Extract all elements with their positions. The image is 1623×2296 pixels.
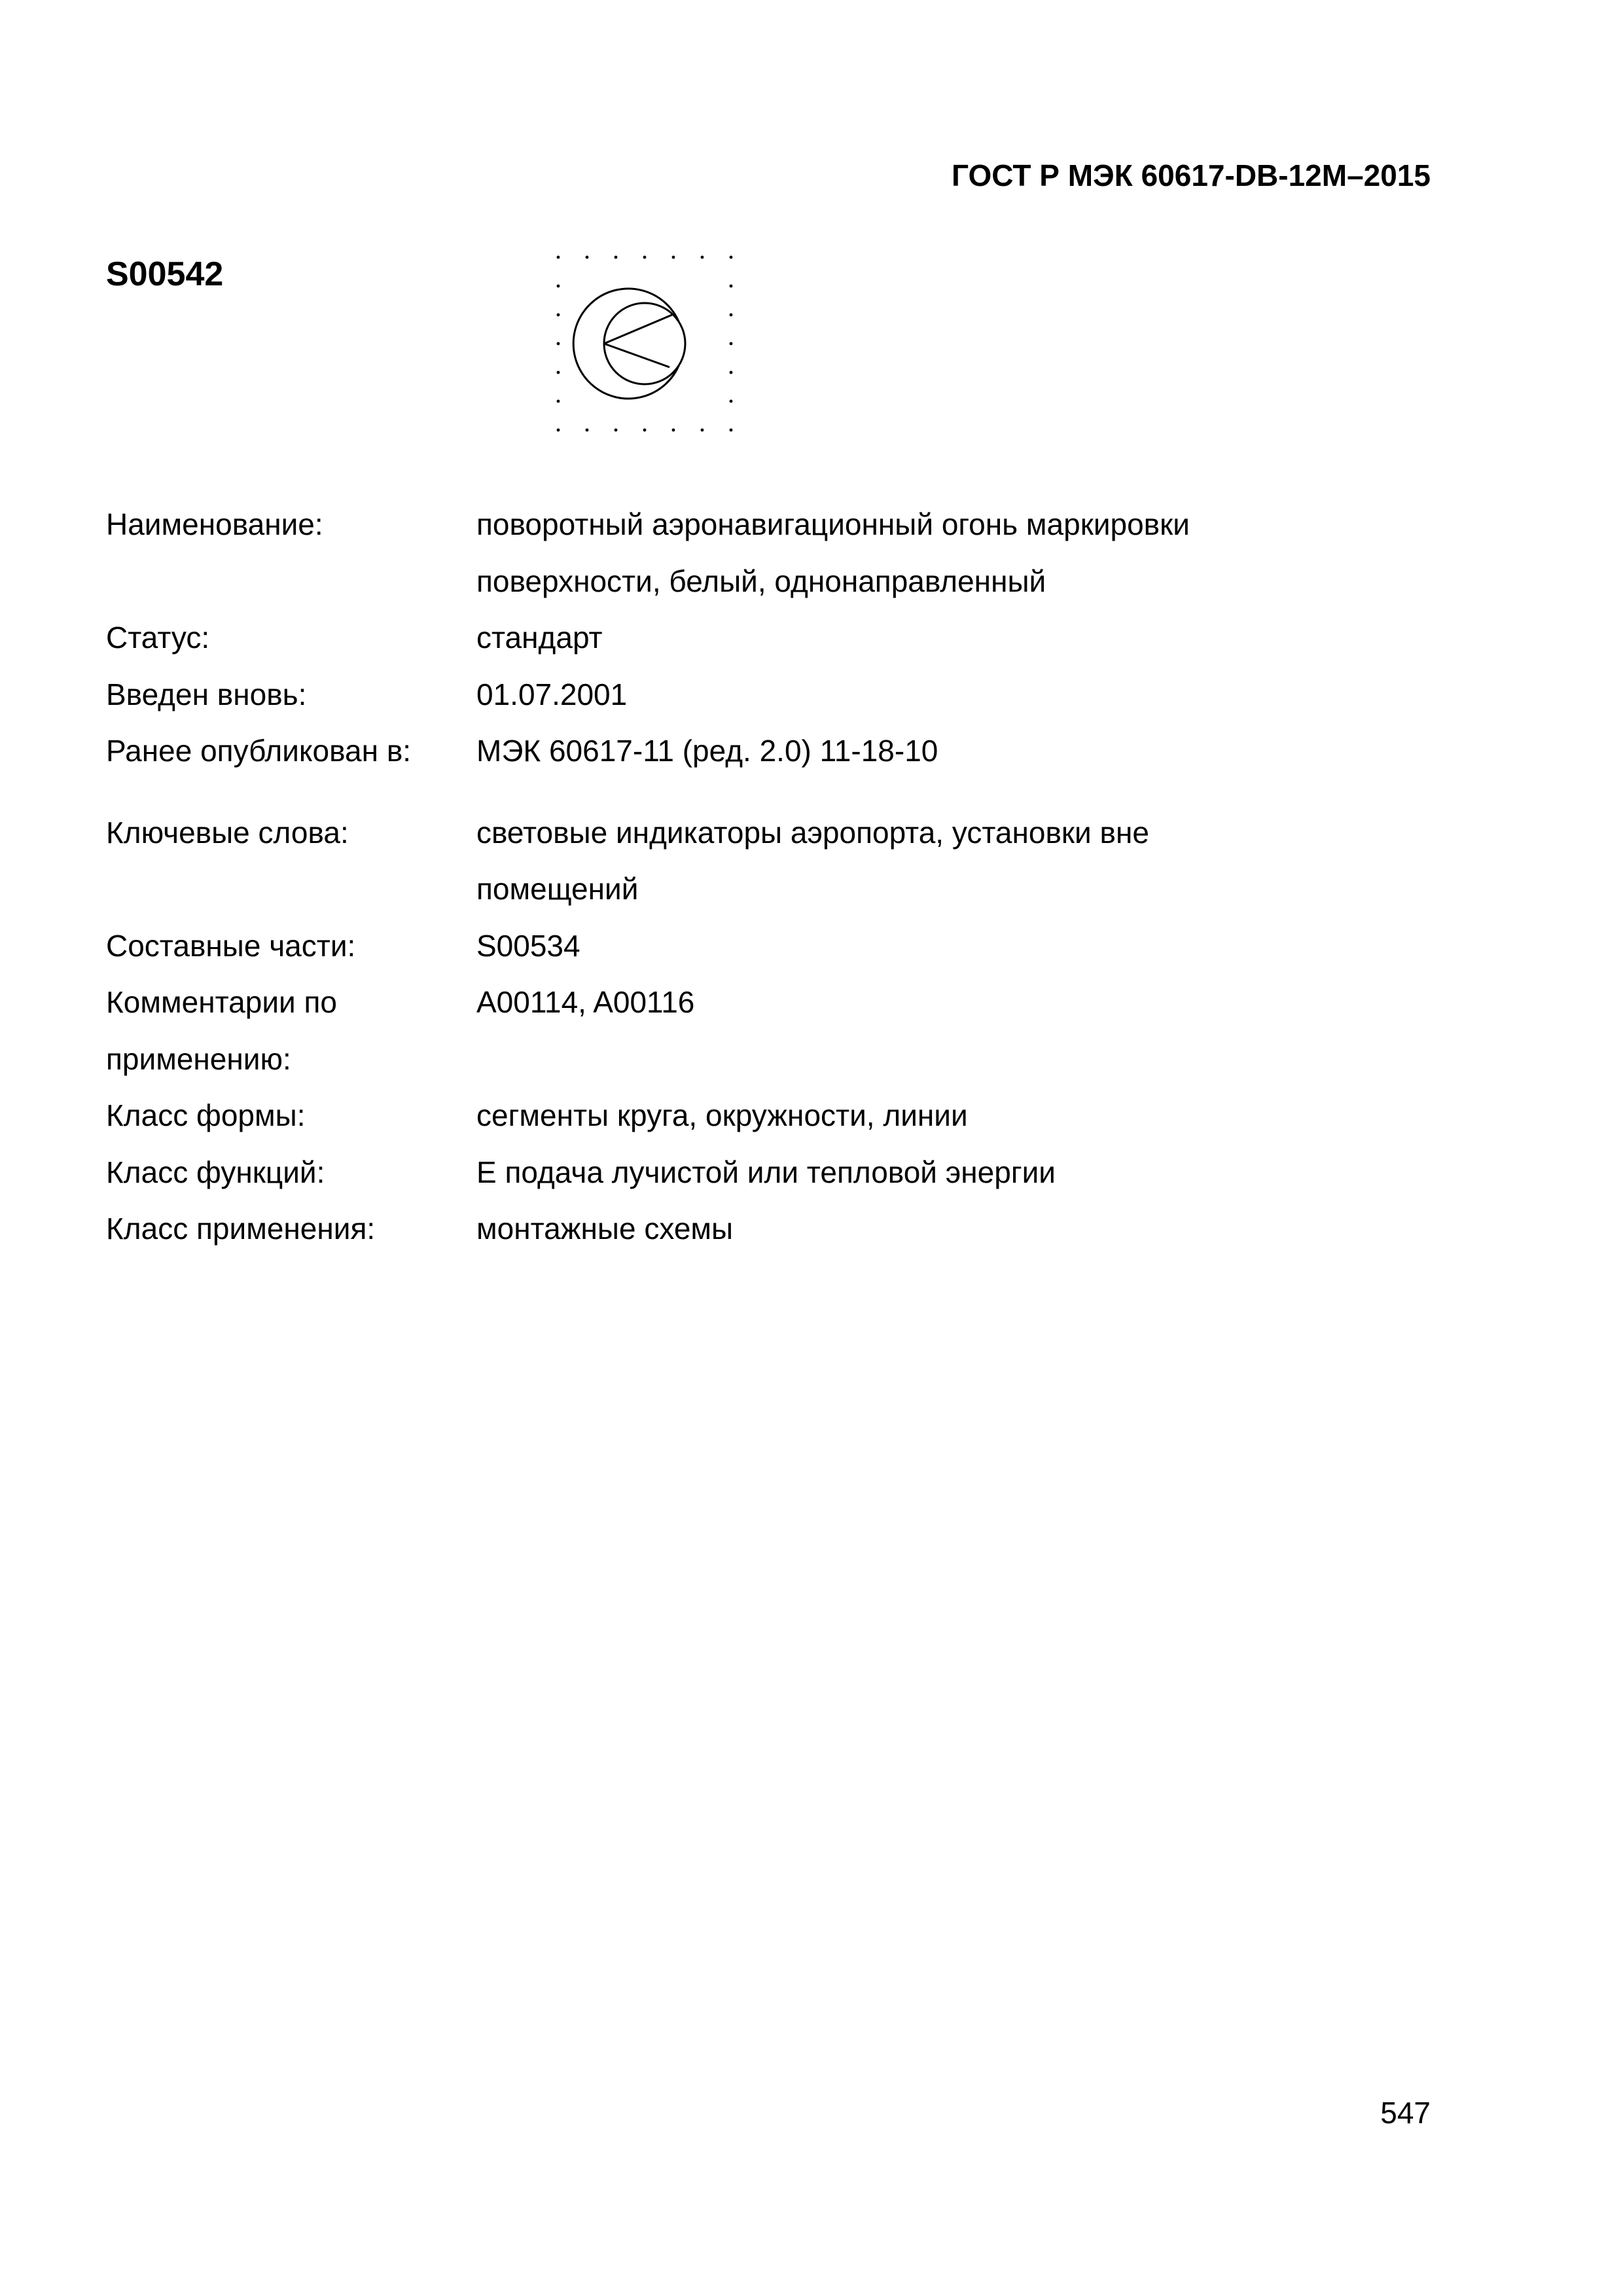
grid-dot — [557, 342, 560, 346]
inner-circle — [604, 303, 685, 384]
grid-dot — [730, 342, 733, 346]
property-value: A00114, A00116 — [476, 985, 695, 1019]
grid-dot — [730, 429, 733, 432]
grid-dot — [730, 371, 733, 374]
grid-dot — [586, 429, 589, 432]
property-label: Наименование: — [106, 507, 323, 541]
grid-dot — [615, 429, 618, 432]
grid-dot — [643, 256, 647, 259]
property-label: Комментарии по применению: — [106, 985, 337, 1076]
property-label: Введен вновь: — [106, 677, 307, 711]
property-row-introduced — [106, 666, 1349, 723]
chevron-line-lower — [604, 344, 669, 367]
grid-dot — [557, 256, 560, 259]
property-value: поворотный аэронавигационный огонь маркировки поверхности, белый, однонаправленный — [476, 507, 1190, 598]
property-row-previously-published — [106, 723, 1349, 780]
grid-dot — [615, 256, 618, 259]
grid-dot — [643, 429, 647, 432]
property-row-application-notes — [106, 974, 1349, 1087]
grid-dot — [730, 256, 733, 259]
grid-dot — [672, 429, 675, 432]
grid-dot — [701, 256, 704, 259]
property-value: E подача лучистой или тепловой энергии — [476, 1155, 1056, 1189]
grid-dot — [557, 429, 560, 432]
property-label-wrapper — [106, 974, 476, 1087]
property-label: Ранее опубликован в: — [106, 734, 412, 768]
property-row-shape-class — [106, 1087, 1349, 1144]
property-label: Класс функций: — [106, 1155, 325, 1189]
grid-dot — [557, 285, 560, 288]
grid-dot — [557, 400, 560, 403]
property-label: Составные части: — [106, 928, 356, 963]
page-number: 547 — [1380, 2096, 1431, 2130]
grid-dots — [557, 256, 733, 432]
chevron-line-upper — [604, 315, 672, 344]
symbol-code: S00542 — [106, 255, 224, 293]
property-row-function-class — [106, 1144, 1349, 1201]
property-value: S00534 — [476, 928, 580, 963]
rotating-beacon-symbol-figure — [550, 249, 740, 439]
property-value: 01.07.2001 — [476, 677, 628, 711]
grid-dot — [730, 285, 733, 288]
property-value: стандарт — [476, 620, 603, 655]
properties-table — [106, 496, 1349, 1257]
property-value: сегменты круга, окружности, линии — [476, 1098, 968, 1132]
grid-dot — [557, 314, 560, 317]
document-standard-header: ГОСТ Р МЭК 60617-DB-12М–2015 — [952, 158, 1431, 192]
property-row-status — [106, 609, 1349, 666]
grid-dot — [586, 256, 589, 259]
grid-dot — [701, 429, 704, 432]
outer-arc — [573, 289, 679, 399]
property-label: Класс применения: — [106, 1211, 376, 1246]
property-row-name — [106, 496, 1349, 609]
property-value: монтажные схемы — [476, 1211, 734, 1246]
property-value: световые индикаторы аэропорта, установки вне помещений — [476, 815, 1149, 906]
property-value: МЭК 60617-11 (ред. 2.0) 11-18-10 — [476, 734, 938, 768]
property-label: Статус: — [106, 620, 210, 655]
property-row-application-class — [106, 1200, 1349, 1257]
beacon-symbol — [573, 289, 685, 399]
property-label: Класс формы: — [106, 1098, 306, 1132]
property-label: Ключевые слова: — [106, 815, 349, 850]
property-row-keywords — [106, 804, 1349, 918]
property-row-components — [106, 918, 1349, 975]
grid-dot — [672, 256, 675, 259]
grid-dot — [557, 371, 560, 374]
grid-dot — [730, 314, 733, 317]
grid-dot — [730, 400, 733, 403]
